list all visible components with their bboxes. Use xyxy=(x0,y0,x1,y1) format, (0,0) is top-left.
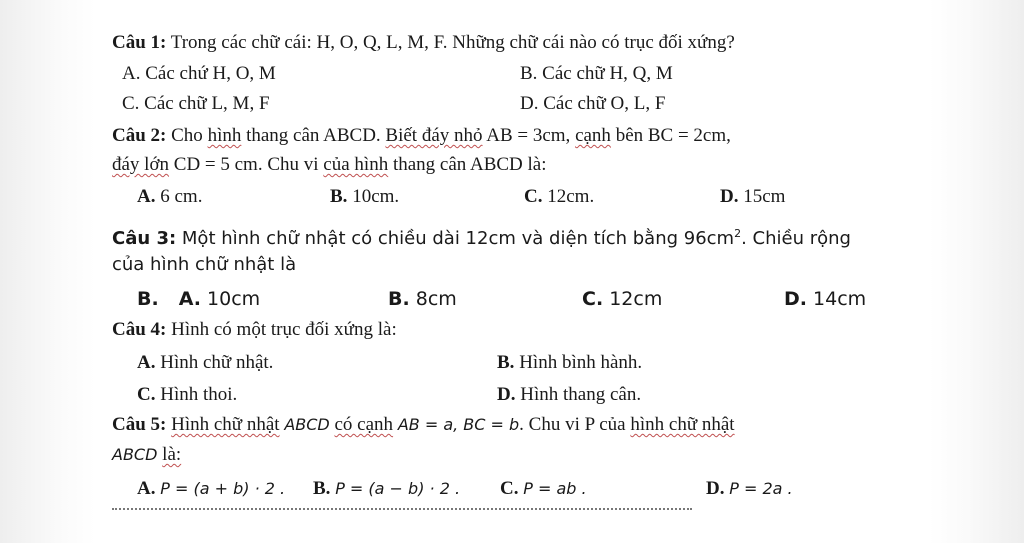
question-1: Câu 1: Trong các chữ cái: H, O, Q, L, M, F. Những chữ cái nào có trục đối xứng? xyxy=(112,32,735,53)
question-3-line-2: của hình chữ nhật là xyxy=(112,254,297,275)
q1-option-d: D. Các chữ O, L, F xyxy=(520,93,666,114)
q5-option-d: D. P = 2a . xyxy=(706,478,793,499)
q5-option-b: B. P = (a − b) · 2 . xyxy=(313,478,461,499)
q4-option-c: C. Hình thoi. xyxy=(137,384,238,405)
question-2-line-2: đáy lớn CD = 5 cm. Chu vi của hình thang cân ABCD là: xyxy=(112,154,547,175)
q3-option-d: D. 14cm xyxy=(784,288,867,310)
q1-option-c: C. Các chữ L, M, F xyxy=(122,93,270,114)
q3-option-c: C. 12cm xyxy=(582,288,663,310)
q4-option-d: D. Hình thang cân. xyxy=(497,384,642,405)
question-5-line-2: ABCD là: xyxy=(112,444,182,465)
q3-option-a: B. A. 10cm xyxy=(137,288,261,310)
q1-option-b: B. Các chữ H, Q, M xyxy=(520,63,673,84)
q5-option-a: A. P = (a + b) · 2 . xyxy=(137,478,286,499)
q2-option-d: D. 15cm xyxy=(720,186,786,207)
question-5-line-1: Câu 5: Hình chữ nhật ABCD có cạnh AB = a, BC = b. Chu vi P của hình chữ nhật xyxy=(112,414,735,435)
question-4: Câu 4: Hình có một trục đối xứng là: xyxy=(112,319,397,340)
q5-option-c: C. P = ab . xyxy=(500,478,587,499)
q2-option-c: C. 12cm. xyxy=(524,186,595,207)
dotted-separator xyxy=(112,508,692,510)
q4-option-a: A. Hình chữ nhật. xyxy=(137,352,274,373)
question-3-line-1: Câu 3: Một hình chữ nhật có chiều dài 12cm và diện tích bằng $96cm^2$. Chiều rộng xyxy=(112,227,851,249)
q2-option-b: B. 10cm. xyxy=(330,186,400,207)
question-2-line-1: Câu 2: Cho hình thang cân ABCD. Biết đáy nhỏ AB = 3cm, cạnh bên BC = 2cm, xyxy=(112,125,731,146)
q1-option-a: A. Các chứ H, O, M xyxy=(122,63,276,84)
q2-option-a: A. 6 cm. xyxy=(137,186,203,207)
q3-option-b: B. 8cm xyxy=(388,288,457,310)
q4-option-b: B. Hình bình hành. xyxy=(497,352,643,373)
right-shadow xyxy=(929,0,1024,543)
left-shadow xyxy=(0,0,95,543)
